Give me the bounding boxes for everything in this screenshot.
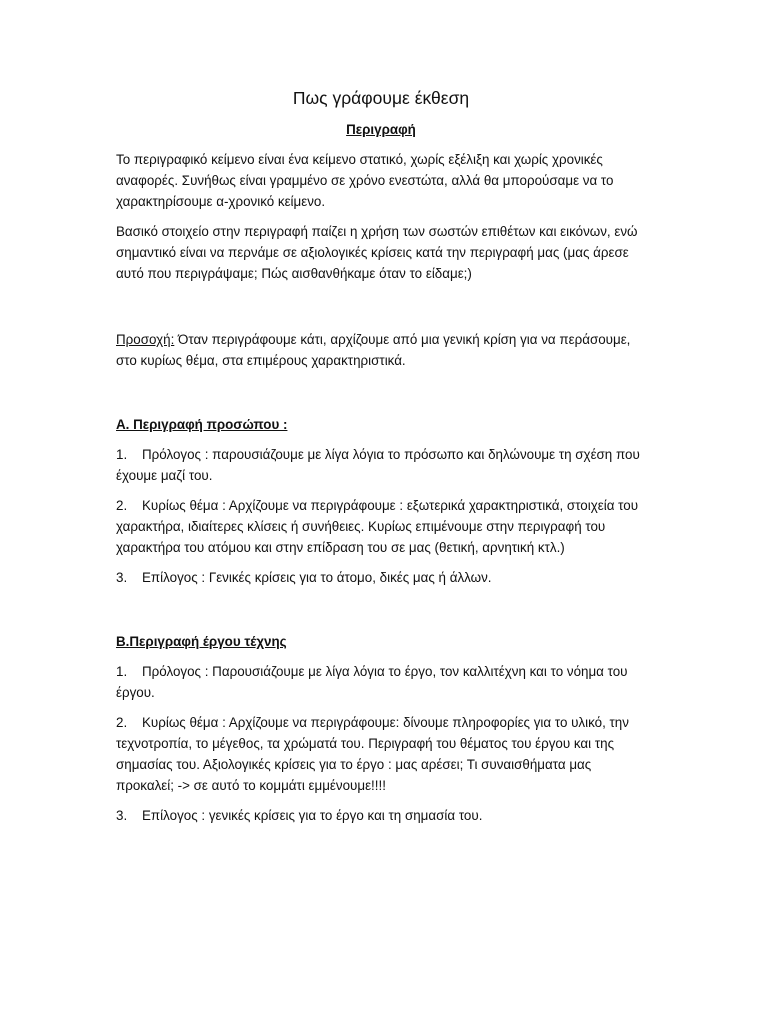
- list-item-text: Κυρίως θέμα : Αρχίζουμε να περιγράφουμε : εξωτερικά χαρακτηριστικά, στοιχεία του χαρακτήρα, ιδιαίτερες κλίσεις ή συνήθειες. Κυρίως επιμένουμε στην περιγραφή του χαρακτήρα του ατόμου και στην επίδραση του σε μας (θετική, αρνητική κτλ.): [116, 498, 639, 555]
- list-item: [116, 444, 646, 486]
- document-body: [116, 86, 646, 835]
- list-item-text: Επίλογος : γενικές κρίσεις για το έργο και τη σημασία του.: [142, 808, 483, 823]
- spacer: [116, 380, 646, 414]
- list-item: [116, 567, 646, 588]
- attention-text: Όταν περιγράφουμε κάτι, αρχίζουμε από μια γενική κρίση για να περάσουμε, στο κυρίως θέμα, στα επιμέρους χαρακτηριστικά.: [116, 332, 631, 368]
- attention-paragraph: [116, 329, 646, 371]
- section-a-heading: Α. Περιγραφή προσώπου :: [116, 417, 288, 432]
- list-item-text: Πρόλογος : Παρουσιάζουμε με λίγα λόγια το έργο, τον καλλιτέχνη και το νόημα του έργου.: [116, 664, 628, 700]
- list-item-text: Κυρίως θέμα : Αρχίζουμε να περιγράφουμε: δίνουμε πληροφορίες για το υλικό, την τεχνοτροπία, το μέγεθος, τα χρώματά του. Περιγραφή του θέματος του έργου και της σημασίας του. Αξιολογικές κρίσεις για το έργο : μας αρέσει; Τι συναισθήματα μας προκαλεί; -> σε αυτό το κομμάτι εμμένουμε!!!!: [116, 715, 629, 793]
- document-title: Πως γράφουμε έκθεση: [292, 88, 470, 108]
- list-item-text: Επίλογος : Γενικές κρίσεις για το άτομο, δικές μας ή άλλων.: [142, 570, 492, 585]
- list-item-number: 2.: [116, 498, 128, 513]
- spacer: [116, 293, 646, 329]
- list-item: [116, 805, 646, 826]
- attention-label: Προσοχή:: [116, 332, 175, 347]
- spacer: [116, 597, 646, 631]
- list-item: [116, 712, 646, 796]
- list-item-number: 1.: [116, 447, 128, 462]
- document-subtitle: Περιγραφή: [346, 122, 416, 137]
- intro-paragraph-1: Το περιγραφικό κείμενο είναι ένα κείμενο στατικό, χωρίς εξέλιξη και χωρίς χρονικές αναφορές. Συνήθως είναι γραμμένο σε χρόνο ενεστώτα, αλλά θα μπορούσαμε να το χαρακτηρίσουμε α-χρονικό κείμενο.: [116, 152, 614, 209]
- section-b-heading: Β.Περιγραφή έργου τέχνης: [116, 634, 287, 649]
- list-item-number: 3.: [116, 570, 128, 585]
- list-item-number: 3.: [116, 808, 128, 823]
- list-item: [116, 495, 646, 558]
- list-item-text: Πρόλογος : παρουσιάζουμε με λίγα λόγια το πρόσωπο και δηλώνουμε τη σχέση που έχουμε μαζί του.: [116, 447, 640, 483]
- list-item: [116, 661, 646, 703]
- list-item-number: 2.: [116, 715, 128, 730]
- intro-paragraph-2: Βασικό στοιχείο στην περιγραφή παίζει η χρήση των σωστών επιθέτων και εικόνων, ενώ σημαντικό είναι να περνάμε σε αξιολογικές κρίσεις κατά την περιγραφή μας (μας άρεσε αυτό που περιγράψαμε; Πώς αισθανθήκαμε όταν το είδαμε;): [116, 224, 638, 281]
- list-item-number: 1.: [116, 664, 128, 679]
